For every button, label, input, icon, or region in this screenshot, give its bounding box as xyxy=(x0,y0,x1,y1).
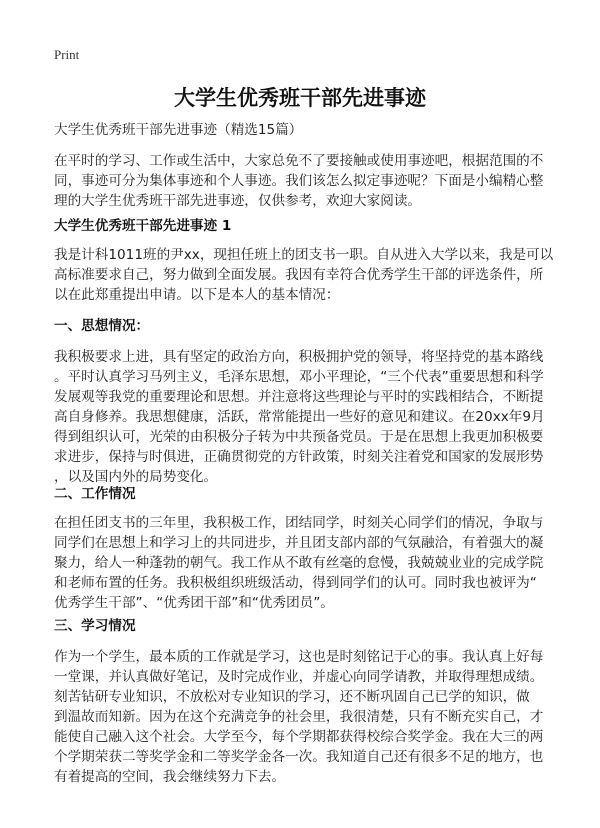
text-line: ，以及国内外的局势变化。 xyxy=(54,469,218,485)
text-line: 高自身修养。我思想健康，活跃，常常能提出一些好的意见和建议。在20xx年9月 xyxy=(54,409,545,425)
text-line: 理的大学生优秀班干部先进事迹，仅供参考，欢迎大家阅读。 xyxy=(54,193,422,209)
heading-thought xyxy=(54,316,554,336)
heading-thought-text: 一、思想情况： xyxy=(54,318,150,334)
text-line: 在平时的学习、工作或生活中，大家总免不了要接触或使用事迹吧，根据范围的不 xyxy=(54,153,544,169)
print-link[interactable]: Print xyxy=(54,47,80,62)
text-line: 和老师布置的任务。我积极组织班级活动，得到同学们的认可。同时我也被评为“ xyxy=(54,575,537,591)
text-line: 在担任团支书的三年里，我积极工作，团结同学，时刻关心同学们的情况，争取与 xyxy=(54,515,544,531)
text-line: 聚力，给人一种蓬勃的朝气。我工作从不敢有丝毫的怠慢，我兢兢业业的完成学院 xyxy=(54,555,544,571)
section-heading-text: 大学生优秀班干部先进事迹 1 xyxy=(54,218,232,234)
text-line: 个学期荣获二等奖学金和二等奖学金各一次。我知道自己还有很多不足的地方，也 xyxy=(54,749,544,765)
text-line: 我是计科1011班的尹xx，现担任班上的团支书一职。自从进入大学以来，我是可以 xyxy=(54,247,554,263)
heading-work-text: 二、工作情况 xyxy=(54,486,136,502)
heading-work xyxy=(54,484,554,504)
paragraph-thought xyxy=(54,347,554,487)
text-line: 能使自己融入这个社会。大学至今，每个学期都获得校综合奖学金。我在大三的两 xyxy=(54,729,544,745)
subtitle xyxy=(54,120,554,140)
paragraph-work xyxy=(54,513,554,613)
text-line: 到温故而知新。因为在这个充满竞争的社会里，我很清楚，只有不断充实自己，才 xyxy=(54,709,544,725)
text-line: 有着提高的空间，我会继续努力下去。 xyxy=(54,769,286,785)
text-line: 。平时认真学习马列主义，毛泽东思想，邓小平理论，“三个代表”重要思想和科学 xyxy=(54,369,544,385)
paragraph-intro-self xyxy=(54,245,554,305)
subtitle-text: 大学生优秀班干部先进事迹（精选15篇） xyxy=(54,122,303,138)
text-line: 刻苦钻研专业知识，不放松对专业知识的学习，还不断巩固自己已学的知识，做 xyxy=(54,689,530,705)
text-line: 求进步，保持与时俱进，正确贯彻党的方针政策，时刻关注着党和国家的发展形势 xyxy=(54,449,544,465)
text-line: 以在此郑重提出申请。以下是本人的基本情况： xyxy=(54,287,340,303)
text-line: 同学们在思想上和学习上的共同进步，并且团支部内部的气氛融洽，有着强大的凝 xyxy=(54,535,544,551)
text-line: 同，事迹可分为集体事迹和个人事迹。我们该怎么拟定事迹呢？下面是小编精心整 xyxy=(54,173,544,189)
text-line: 高标准要求自己，努力做到全面发展。我因有幸符合优秀学生干部的评选条件，所 xyxy=(54,267,544,283)
page-title: 大学生优秀班干部先进事迹 xyxy=(174,86,426,110)
intro-paragraph xyxy=(54,151,554,211)
text-line: 发展观等我党的重要理论和思想。并注意将这些理论与平时的实践相结合，不断提 xyxy=(54,389,544,405)
heading-study xyxy=(54,616,554,636)
section-heading xyxy=(54,216,554,236)
text-line: 优秀学生干部”、“优秀团干部”和“优秀团员”。 xyxy=(54,595,334,611)
text-line: 得到组织认可，光荣的由积极分子转为中共预备党员。于是在思想上我更加积极要 xyxy=(54,429,544,445)
text-line: 我积极要求上进，具有坚定的政治方向，积极拥护党的领导，将坚持党的基本路线 xyxy=(54,349,544,365)
heading-study-text: 三、学习情况 xyxy=(54,618,136,634)
text-line: 一堂课，并认真做好笔记，及时完成作业，并虚心向同学请教，并取得理想成绩。 xyxy=(54,669,544,685)
paragraph-study xyxy=(54,647,554,787)
text-line: 作为一个学生，最本质的工作就是学习，这也是时刻铭记于心的事。我认真上好每 xyxy=(54,649,544,665)
